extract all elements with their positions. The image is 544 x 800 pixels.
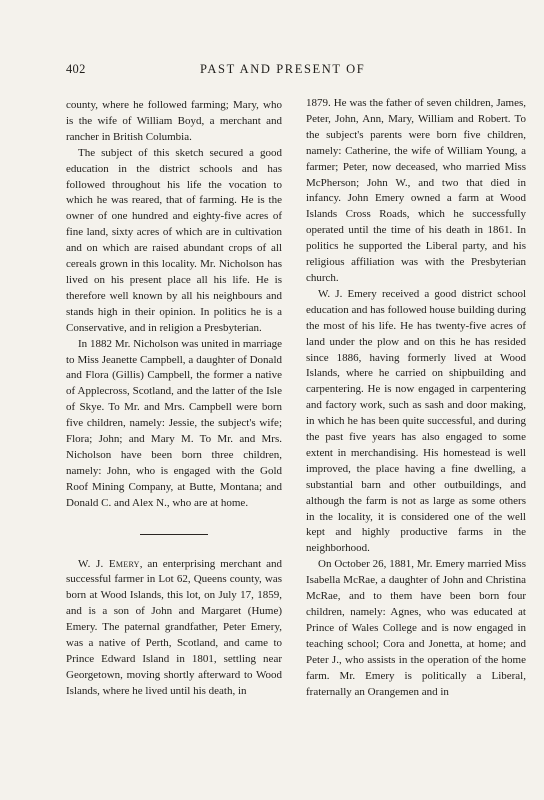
- paragraph: In 1882 Mr. Nicholson was united in marriage to Miss Jeanette Campbell, a daughter of Donald and Flora (Gillis) Campbell, the former a native of Applecross, Scotland, and the latter of the Isle of Skye. To Mr. and Mrs. Campbell were born five children, namely: Jessie, the subject's wife; Flora; John; and Mary M. To Mr. and Mrs. Nicholson have been born three children, namely: John, who is engaged with the Gold Roof Mining Company, at Butte, Montana; and Donald C. and Alex N., who are at home.: [66, 337, 282, 509]
- biography-text: , an enterprising merchant and successful farmer in Lot 62, Queens county, was born at Wood Islands, this lot, on July 17, 1859, and is a son of John and Margaret (Hume) Emery. The paternal grandfather, Peter Emery, was a native of Perth, Scotland, and came to Prince Edward Island in 1801, settling near Georgetown, moving shortly afterward to Wood Islands, where he lived until his death, in: [66, 557, 282, 697]
- paragraph: 1879. He was the father of seven children, James, Peter, John, Ann, Mary, William and Robert. To the subject's parents were born five children, namely: Catherine, the wife of William Young, a farmer; Peter, now deceased, who married Miss McPherson; John W., and two that died in infancy. John Emery owned a farm at Wood Islands Cross Roads, which he successfully operated until the time of his death in 1861. In politics he supported the Liberal party, and his religious affiliation was with the Presbyterian church.: [306, 97, 526, 284]
- right-column: [306, 96, 526, 700]
- paragraph: On October 26, 1881, Mr. Emery married Miss Isabella McRae, a daughter of John and Christina McRae, and to them have been born four children, namely: Agnes, who was educated at Prince of Wales College and is now engaged in teaching school; Cora and Jonetta, at home; and Peter J., who assists in the operation of the home farm. Mr. Emery is politically a Liberal, fraternally an Orangemen and in: [306, 558, 526, 698]
- paragraph: W. J. Emery received a good district school education and has followed house building during the most of his life. He has twenty-five acres of land under the plow and on this he has resided since 1886, having formerly lived at Wood Islands, where he carried on shipbuilding and carpentering. He is now engaged in carpentering and factory work, such as sash and door making, in which he has been quite successful, and during the past five years has also engaged to some extent in merchandising. His homestead is well improved, the place having a fine dwelling, a substantial barn and other outbuildings, and although the farm is not as large as some others in the locality, it is considered one of the well kept and highly productive farms in the neighborhood.: [306, 287, 526, 555]
- paragraph: The subject of this sketch secured a good education in the district schools and has followed throughout his life the vocation to which he was reared, that of farming. He is the owner of one hundred and eighty-five acres of fine land, sixty acres of which are in cultivation and on which are raised abundant crops of all cereals grown in this locality. Mr. Nicholson has lived on his present place all his life. He is therefore well known by all his neighbours and stands high in their opinion. In politics he is a Conservative, and in religion a Presbyterian.: [66, 146, 282, 334]
- section-divider: [140, 534, 208, 535]
- running-head: PAST AND PRESENT OF: [200, 62, 366, 76]
- paragraph: [66, 557, 282, 700]
- biography-name: W. J. Emery: [78, 557, 140, 570]
- left-column: [66, 98, 282, 700]
- paragraph: county, where he followed farming; Mary, who is the wife of William Boyd, a merchant and rancher in British Columbia.: [66, 99, 282, 143]
- page-number: 402: [66, 62, 86, 76]
